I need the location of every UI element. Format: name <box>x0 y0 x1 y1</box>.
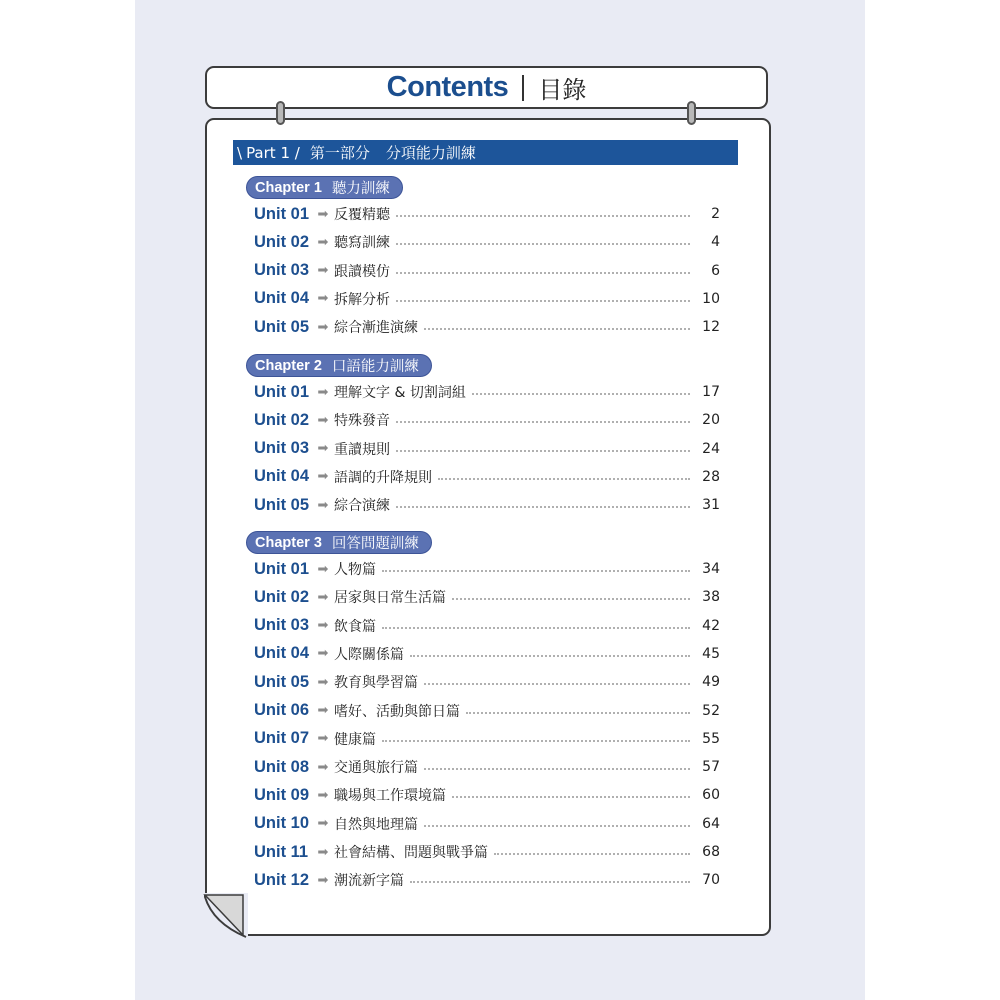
unit-label: Unit 01 <box>254 559 310 578</box>
toc-entry[interactable] <box>254 438 720 460</box>
toc-entry[interactable] <box>254 494 720 516</box>
page-number: 68 <box>702 844 720 860</box>
right-arrow-icon: ➡ <box>317 759 329 775</box>
unit-title: 健康篇 <box>334 731 376 748</box>
page-number: 64 <box>702 815 720 832</box>
unit-title: 職場與工作環境篇 <box>334 788 446 805</box>
right-arrow-icon: ➡ <box>317 844 329 860</box>
page-number: 45 <box>702 645 720 662</box>
dot-leader <box>466 712 690 714</box>
unit-label: Unit 03 <box>254 439 310 458</box>
chapter-label: Chapter 2 <box>255 357 322 374</box>
toc-entry[interactable] <box>254 586 720 608</box>
unit-title: 交通與旅行篇 <box>334 760 418 777</box>
right-arrow-icon: ➡ <box>317 206 329 222</box>
page-number: 24 <box>702 440 720 457</box>
dot-leader <box>396 450 690 452</box>
unit-label: Unit 03 <box>254 616 310 635</box>
unit-title: 綜合演練 <box>334 498 390 515</box>
binder-ring-icon <box>687 101 696 125</box>
unit-title: 人物篇 <box>334 562 376 578</box>
unit-label: Unit 11 <box>254 842 309 861</box>
part-label: Part 1 / <box>246 143 300 162</box>
toc-entry[interactable] <box>254 728 720 750</box>
dot-leader <box>424 328 690 330</box>
right-arrow-icon: ➡ <box>317 816 329 832</box>
right-arrow-icon: ➡ <box>317 674 329 690</box>
toc-entry[interactable] <box>254 409 720 431</box>
dot-leader <box>396 243 690 245</box>
part-slash: \ <box>237 143 243 162</box>
chapter-label: Chapter 1 <box>255 179 322 196</box>
right-arrow-icon: ➡ <box>317 731 329 747</box>
chapter-heading[interactable] <box>246 531 432 554</box>
contents-title-zh: 目錄 <box>538 76 587 104</box>
unit-title: 居家與日常生活篇 <box>334 590 446 607</box>
unit-label: Unit 05 <box>254 672 310 691</box>
right-arrow-icon: ➡ <box>317 412 329 428</box>
dot-leader <box>424 768 690 770</box>
unit-title: 潮流新字篇 <box>334 873 404 890</box>
binder-ring-icon <box>276 101 285 125</box>
right-arrow-icon: ➡ <box>317 234 329 250</box>
unit-title: 嗜好、活動與節日篇 <box>334 703 460 720</box>
chapter-title: 聽力訓練 <box>331 181 390 197</box>
dot-leader <box>424 683 690 685</box>
right-arrow-icon: ➡ <box>317 263 329 279</box>
dot-leader <box>382 570 690 572</box>
part-title: 第一部分 <box>309 144 370 162</box>
right-arrow-icon: ➡ <box>317 646 329 662</box>
dot-leader <box>382 627 690 629</box>
unit-title: 拆解分析 <box>334 291 390 308</box>
toc-entry[interactable] <box>254 381 720 403</box>
right-arrow-icon: ➡ <box>317 787 329 803</box>
unit-label: Unit 04 <box>254 289 310 308</box>
page-number: 38 <box>702 589 720 606</box>
unit-title: 聽寫訓練 <box>334 235 390 252</box>
unit-title: 教育與學習篇 <box>334 675 418 692</box>
unit-label: Unit 04 <box>254 644 310 663</box>
page-number: 4 <box>711 234 720 251</box>
dot-leader <box>382 740 690 742</box>
dot-leader <box>494 853 690 855</box>
chapter-heading[interactable] <box>246 176 403 199</box>
dot-leader <box>410 881 690 883</box>
toc-entry[interactable] <box>254 643 720 665</box>
unit-label: Unit 05 <box>254 317 310 336</box>
toc-entry[interactable] <box>254 558 720 580</box>
page-number: 10 <box>702 290 720 307</box>
unit-label: Unit 07 <box>254 729 310 748</box>
toc-entry[interactable] <box>254 813 720 835</box>
toc-entry[interactable] <box>254 841 720 863</box>
page-number: 17 <box>702 384 720 400</box>
part-banner <box>233 140 738 165</box>
dot-leader <box>396 506 690 508</box>
page-number: 70 <box>702 872 720 889</box>
unit-label: Unit 01 <box>254 382 310 401</box>
page-number: 12 <box>702 319 720 336</box>
dot-leader <box>472 393 690 395</box>
right-arrow-icon: ➡ <box>317 703 329 718</box>
page-number: 6 <box>711 262 720 279</box>
toc-entry[interactable] <box>254 260 720 282</box>
unit-title: 特殊發音 <box>334 413 390 430</box>
unit-label: Unit 05 <box>254 495 310 514</box>
chapter-title: 口語能力訓練 <box>331 359 419 375</box>
toc-entry[interactable] <box>254 869 720 891</box>
dot-leader <box>438 478 690 480</box>
unit-label: Unit 04 <box>254 467 310 486</box>
chapter-title: 回答問題訓練 <box>331 536 419 552</box>
unit-label: Unit 10 <box>254 814 310 833</box>
unit-title: 重讀規則 <box>334 441 390 458</box>
unit-label: Unit 03 <box>254 261 310 280</box>
chapter-heading[interactable] <box>246 354 432 377</box>
page-number: 52 <box>702 702 720 719</box>
dot-leader <box>410 655 690 657</box>
dot-leader <box>452 796 690 798</box>
unit-title: 跟讀模仿 <box>334 263 390 280</box>
page-number: 28 <box>702 468 720 485</box>
page-number: 57 <box>702 759 720 776</box>
toc-entry[interactable] <box>254 288 720 310</box>
right-arrow-icon: ➡ <box>317 469 329 485</box>
right-arrow-icon: ➡ <box>317 291 329 307</box>
toc-entry[interactable] <box>254 700 720 722</box>
unit-label: Unit 02 <box>254 410 310 429</box>
unit-label: Unit 12 <box>254 870 310 889</box>
dot-leader <box>452 598 690 600</box>
chapter-label: Chapter 3 <box>255 534 322 551</box>
unit-title: 社會結構、問題與戰爭篇 <box>334 845 488 861</box>
part-subtitle: 分項能力訓練 <box>385 144 476 162</box>
right-arrow-icon: ➡ <box>317 497 329 513</box>
toc-entry[interactable] <box>254 231 720 253</box>
unit-title: 自然與地理篇 <box>334 816 418 833</box>
dot-leader <box>396 421 690 423</box>
unit-label: Unit 08 <box>254 757 310 776</box>
page-number: 20 <box>702 412 720 429</box>
right-arrow-icon: ➡ <box>317 618 329 634</box>
page-number: 2 <box>711 206 720 222</box>
right-arrow-icon: ➡ <box>317 319 329 335</box>
dot-leader <box>424 825 690 827</box>
toc-entry[interactable] <box>254 615 720 637</box>
right-arrow-icon: ➡ <box>317 872 329 888</box>
toc-entry[interactable] <box>254 466 720 488</box>
right-arrow-icon: ➡ <box>317 384 329 400</box>
right-arrow-icon: ➡ <box>317 561 329 577</box>
page-number: 55 <box>702 730 720 747</box>
page-number: 42 <box>702 617 720 634</box>
toc-entry[interactable] <box>254 203 720 225</box>
unit-label: Unit 02 <box>254 232 310 251</box>
unit-label: Unit 06 <box>254 701 310 719</box>
toc-entry[interactable] <box>254 784 720 806</box>
contents-title: Contents <box>386 71 509 103</box>
dot-leader <box>396 300 690 302</box>
page-curl-icon <box>203 893 248 938</box>
toc-entry[interactable] <box>254 316 720 338</box>
toc-entry[interactable] <box>254 671 720 693</box>
unit-title: 語調的升降規則 <box>334 469 432 486</box>
page-number: 31 <box>702 497 720 514</box>
toc-entry[interactable] <box>254 756 720 778</box>
right-arrow-icon: ➡ <box>317 589 329 605</box>
unit-title: 人際關係篇 <box>334 646 404 663</box>
dot-leader <box>396 215 690 217</box>
unit-label: Unit 02 <box>254 587 310 606</box>
page-number: 60 <box>702 787 720 804</box>
unit-title: 飲食篇 <box>334 618 376 635</box>
unit-title: 反覆精聽 <box>334 207 390 223</box>
unit-label: Unit 09 <box>254 785 310 804</box>
header-divider <box>522 75 524 101</box>
unit-title: 綜合漸進演練 <box>334 320 418 337</box>
right-arrow-icon: ➡ <box>317 441 329 457</box>
unit-label: Unit 01 <box>254 204 310 223</box>
contents-header <box>205 66 768 109</box>
page-number: 34 <box>702 561 720 577</box>
unit-title: 理解文字 & 切割詞組 <box>334 385 466 401</box>
dot-leader <box>396 272 690 274</box>
page-number: 49 <box>702 674 720 691</box>
